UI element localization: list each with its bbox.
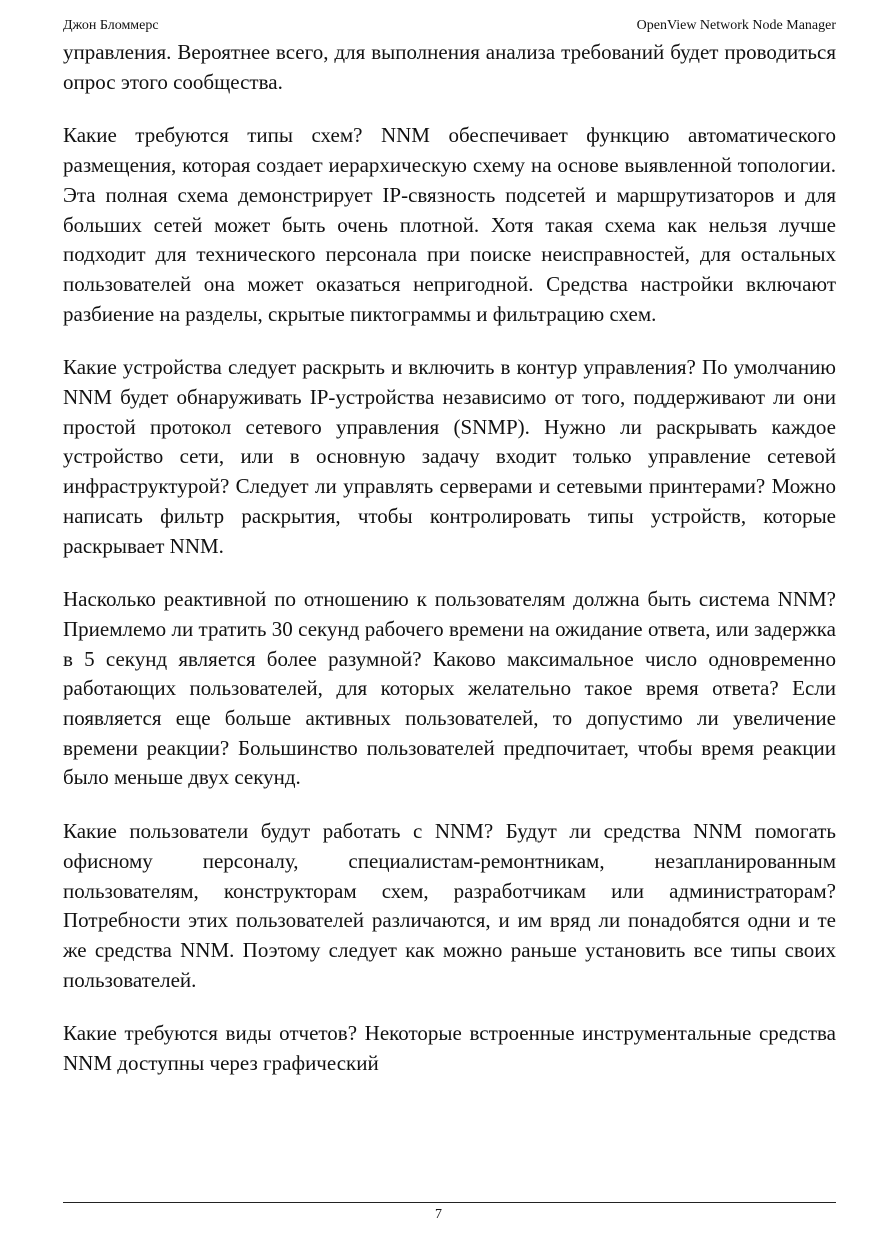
header-author: Джон Бломмерс: [63, 18, 159, 33]
paragraph: управления. Вероятнее всего, для выполнения анализа требований будет проводиться опрос этого сообщества.: [63, 40, 836, 94]
paragraph: Какие пользователи будут работать с NNM? Будут ли средства NNM помогать офисному персоналу, специалистам-ремонтникам, незапланированным пользователям, конструкторам схем, разработчикам или администраторам? Потребности этих пользователей различаются, и им вряд ли понадобятся одни и те же средства NNM. Поэтому следует как можно раньше установить все типы своих пользователей.: [63, 819, 836, 992]
running-header: [63, 16, 836, 36]
body-text: [0, 38, 877, 1201]
paragraph: Какие требуются типы схем? NNM обеспечивает функцию автоматического размещения, которая создает иерархическую схему на основе выявленной топологии. Эта полная схема демонстрирует IP-связность подсетей и маршрутизаторов и для больших сетей может быть очень плотной. Хотя такая схема как нельзя лучше подходит для технического персонала при поиске неисправностей, для остальных пользователей она может оказаться непригодной. Средства настройки включают разбиение на разделы, скрытые пиктограммы и фильтрацию схем.: [63, 123, 836, 326]
paragraph: Насколько реактивной по отношению к пользователям должна быть система NNM? Приемлемо ли тратить 30 секунд рабочего времени на ожидание ответа, или задержка в 5 секунд является более разумной? Каково максимальное число одновременно работающих пользователей, для которых желательно такое время ответа? Если появляется еще больше активных пользователей, то допустимо ли увеличение времени реакции? Большинство пользователей предпочитает, чтобы время реакции было меньше двух секунд.: [63, 587, 836, 790]
paragraph: Какие требуются виды отчетов? Некоторые встроенные инструментальные средства NNM доступны через графический: [63, 1021, 836, 1076]
page-number: 7: [435, 1207, 442, 1222]
paragraph: Какие устройства следует раскрыть и включить в контур управления? По умолчанию NNM будет обнаруживать IP-устройства независимо от того, поддерживают ли они простой протокол сетевого управления (SNMP). Нужно ли раскрывать каждое устройство сети, или в основную задачу входит только управление сетевой инфраструктурой? Следует ли управлять серверами и сетевыми принтерами? Можно написать фильтр раскрытия, чтобы контролировать типы устройств, которые раскрывает NNM.: [63, 355, 836, 558]
footer-rule: [63, 1202, 836, 1203]
header-book-title: OpenView Network Node Manager: [636, 18, 836, 33]
